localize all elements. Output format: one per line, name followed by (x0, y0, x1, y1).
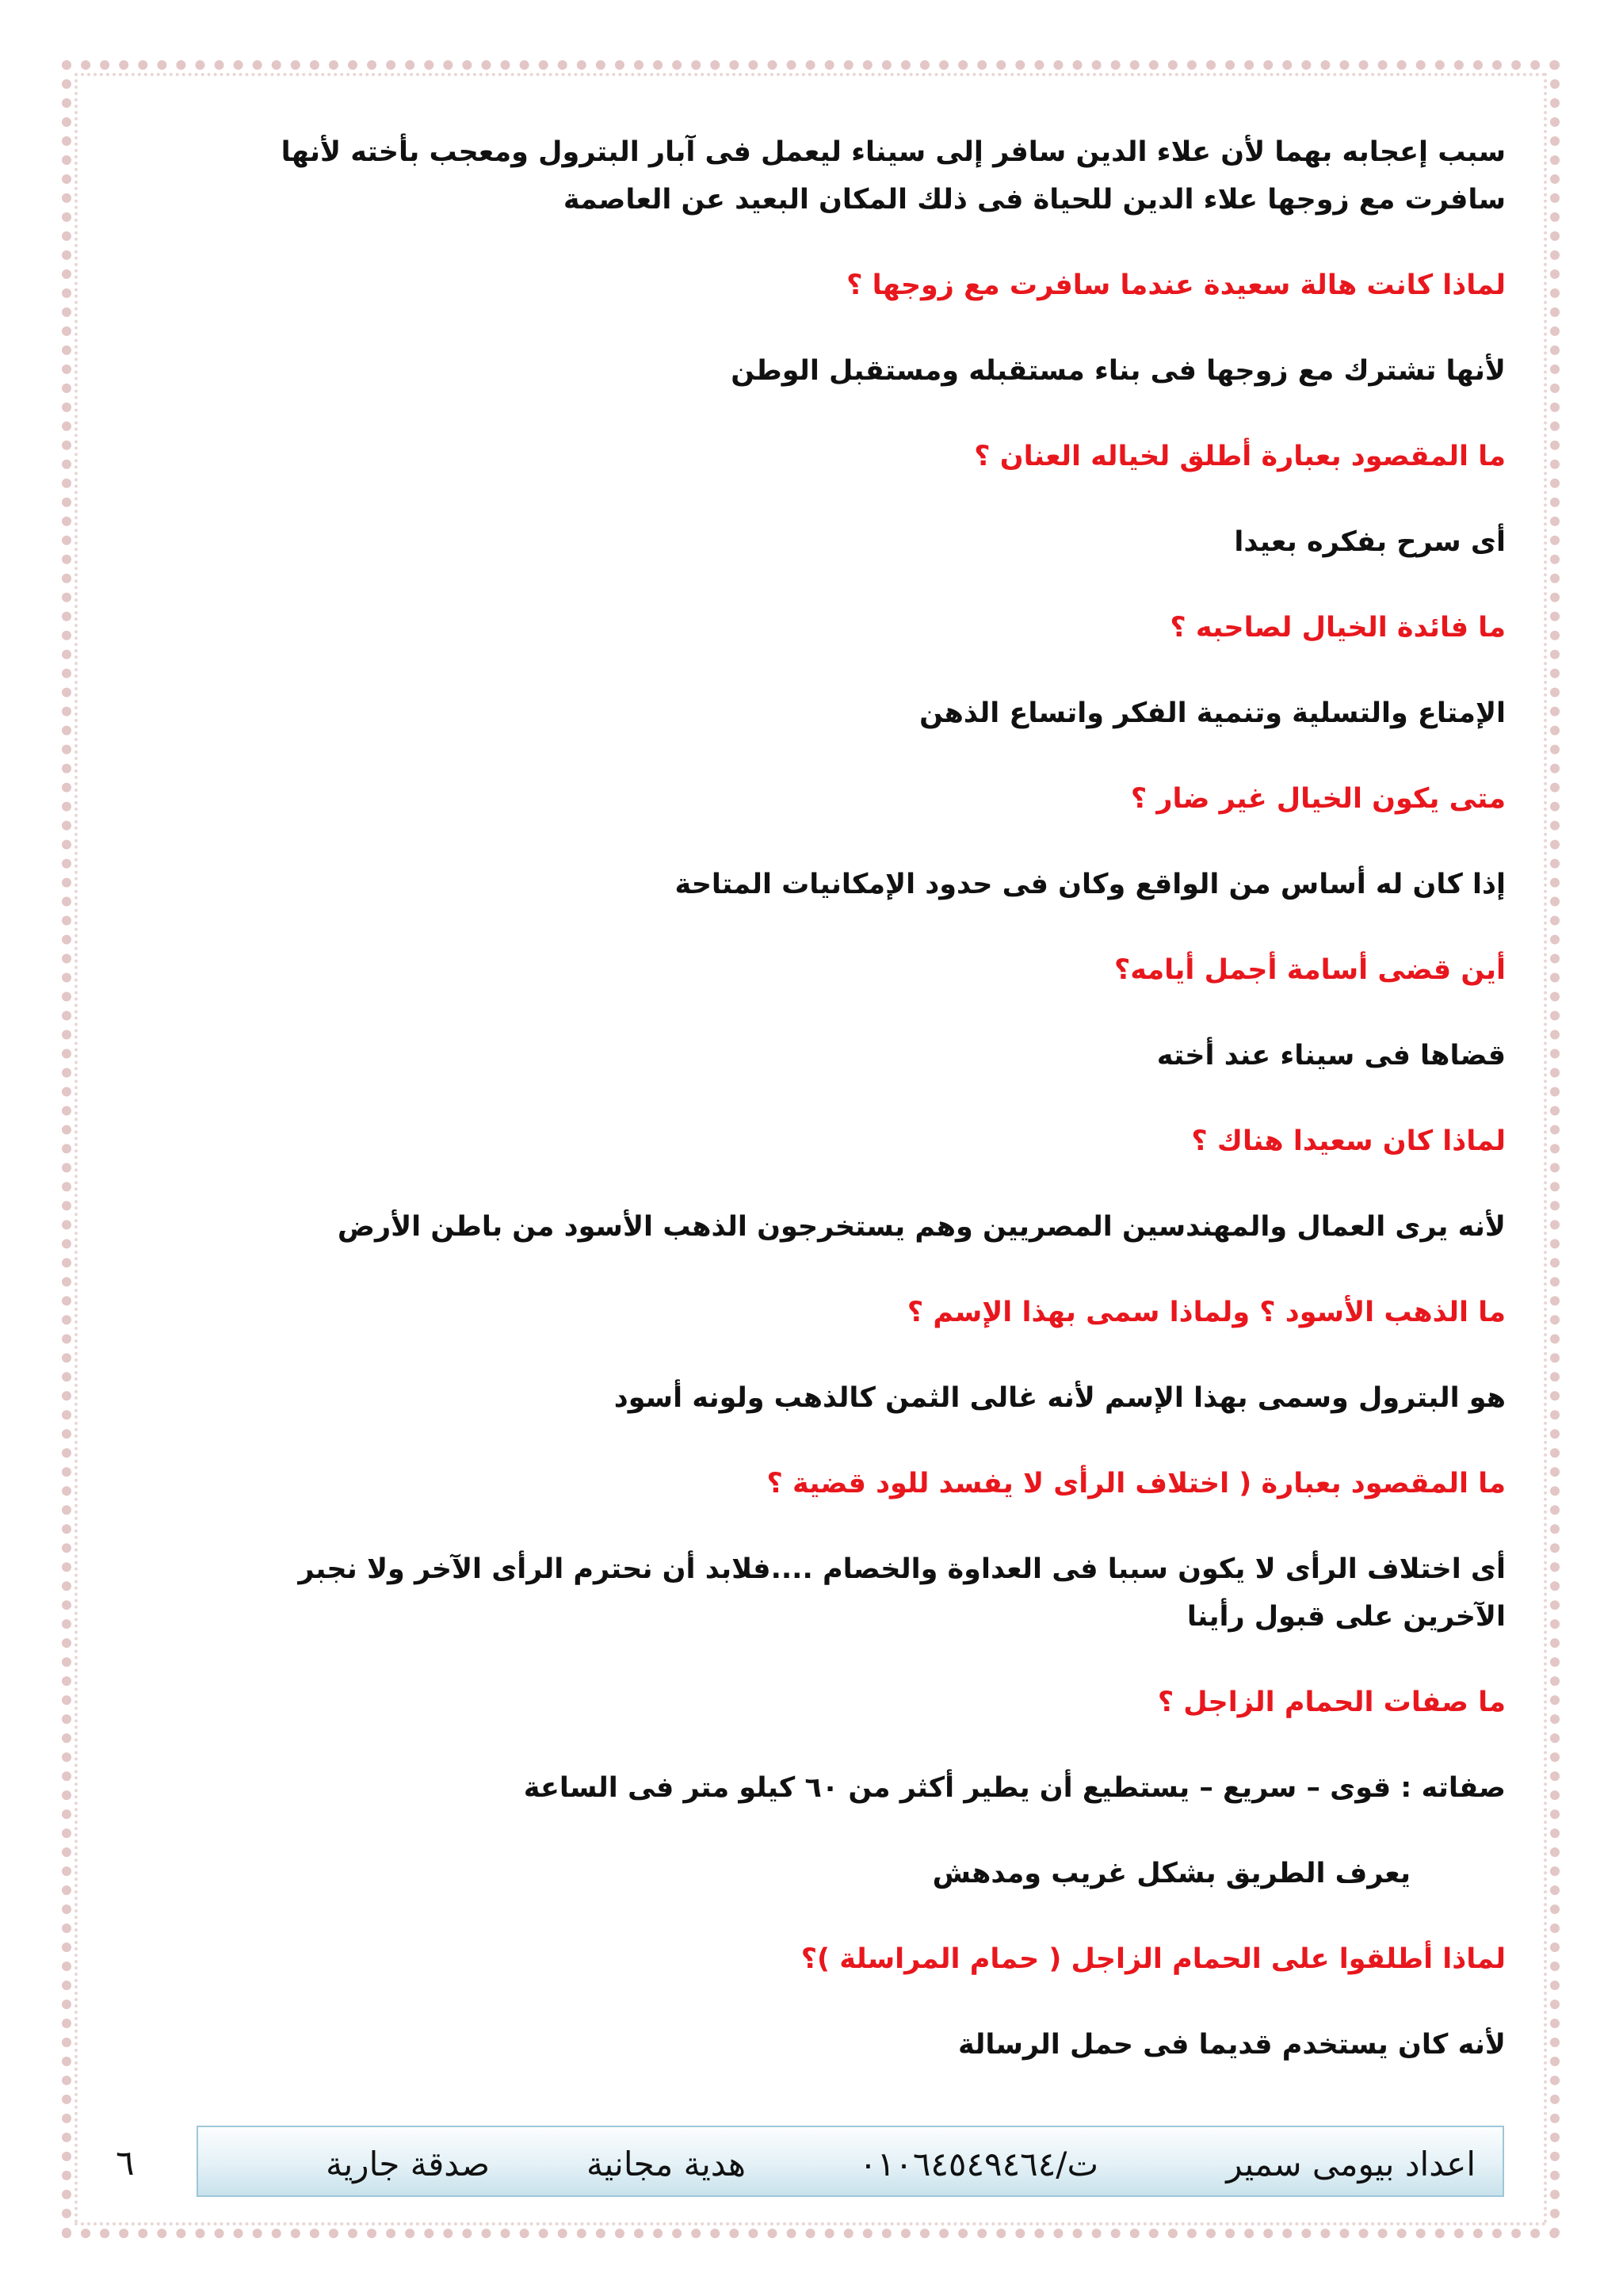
question-text: ما الذهب الأسود ؟ ولماذا سمى بهذا الإسم ؟ (907, 1297, 1506, 1328)
footer-gift: هدية مجانية (586, 2145, 746, 2183)
answer-text: يعرف الطريق بشكل غريب ومدهش (932, 1858, 1411, 1889)
question-text: لماذا أطلقوا على الحمام الزاجل ( حمام المراسلة )؟ (800, 1943, 1506, 1975)
answer-text: لأنه كان يستخدم قديما فى حمل الرسالة (957, 2029, 1506, 2061)
answer-block (214, 128, 1506, 223)
question-text: ما المقصود بعبارة أطلق لخياله العنان ؟ (974, 441, 1506, 472)
qa-content (214, 128, 1506, 2107)
answer-block (214, 1203, 1506, 1251)
footer-bar (197, 2126, 1504, 2197)
answer-block (214, 1374, 1506, 1422)
question-text: أين قضى أسامة أجمل أيامه؟ (1113, 954, 1506, 986)
answer-text: أى سرح بفكره بعيدا (1234, 526, 1506, 558)
question-text: ما فائدة الخيال لصاحبه ؟ (1170, 612, 1506, 644)
question-block (214, 604, 1506, 651)
answer-text: صفاته : قوى – سريع – يستطيع أن يطير أكثر من ٦٠ كيلو متر فى الساعة (523, 1772, 1506, 1804)
answer-text: الإمتاع والتسلية وتنمية الفكر واتساع الذهن (919, 697, 1506, 729)
footer-author: اعداد بيومى سمير (1226, 2145, 1476, 2183)
question-block (214, 946, 1506, 994)
question-block (214, 1935, 1506, 1983)
answer-block (214, 861, 1506, 908)
answer-block (214, 347, 1506, 395)
answer-text: سبب إعجابه بهما لأن علاء الدين سافر إلى سيناء ليعمل فى آبار البترول ومعجب بأخته لأنها (281, 136, 1506, 168)
answer-block (214, 2021, 1506, 2069)
question-text: لماذا كان سعيدا هناك ؟ (1191, 1125, 1506, 1157)
question-text: ما صفات الحمام الزاجل ؟ (1157, 1687, 1506, 1718)
question-text: متى يكون الخيال غير ضار ؟ (1130, 783, 1506, 815)
answer-text: قضاها فى سيناء عند أخته (1156, 1040, 1506, 1072)
question-text: ما المقصود بعبارة ( اختلاف الرأى لا يفسد للود قضية ؟ (766, 1468, 1506, 1499)
question-block (214, 1460, 1506, 1507)
answer-block (214, 1545, 1506, 1641)
answer-text: هو البترول وسمى بهذا الإسم لأنه غالى الثمن كالذهب ولونه أسود (613, 1382, 1506, 1414)
question-block (214, 775, 1506, 823)
answer-text: لأنها تشترك مع زوجها فى بناء مستقبله ومستقبل الوطن (731, 355, 1506, 387)
question-block (214, 1679, 1506, 1726)
answer-text: إذا كان له أساس من الواقع وكان فى حدود الإمكانيات المتاحة (674, 869, 1506, 900)
answer-block (214, 518, 1506, 566)
question-block (214, 1289, 1506, 1336)
answer-block (214, 1764, 1506, 1812)
answer-block (214, 1032, 1506, 1079)
answer-block (214, 690, 1506, 737)
question-block (214, 262, 1506, 309)
answer-block (214, 1850, 1506, 1897)
answer-text: سافرت مع زوجها علاء الدين للحياة فى ذلك المكان البعيد عن العاصمة (563, 184, 1506, 216)
question-block (214, 433, 1506, 480)
footer-phone: ت/٠١٠٦٤٥٤٩٤٦٤ (859, 2145, 1098, 2183)
page-number: ٦ (116, 2143, 135, 2183)
answer-text: الآخرين على قبول رأينا (1186, 1601, 1506, 1633)
answer-text: لأنه يرى العمال والمهندسين المصريين وهم يستخرجون الذهب الأسود من باطن الأرض (337, 1211, 1506, 1243)
question-block (214, 1117, 1506, 1165)
question-text: لماذا كانت هالة سعيدة عندما سافرت مع زوجها ؟ (846, 269, 1506, 301)
answer-text: أى اختلاف الرأى لا يكون سببا فى العداوة والخصام ....فلابد أن نحترم الرأى الآخر ولا نجبر (298, 1553, 1506, 1585)
footer-charity: صدقة جارية (326, 2145, 490, 2183)
